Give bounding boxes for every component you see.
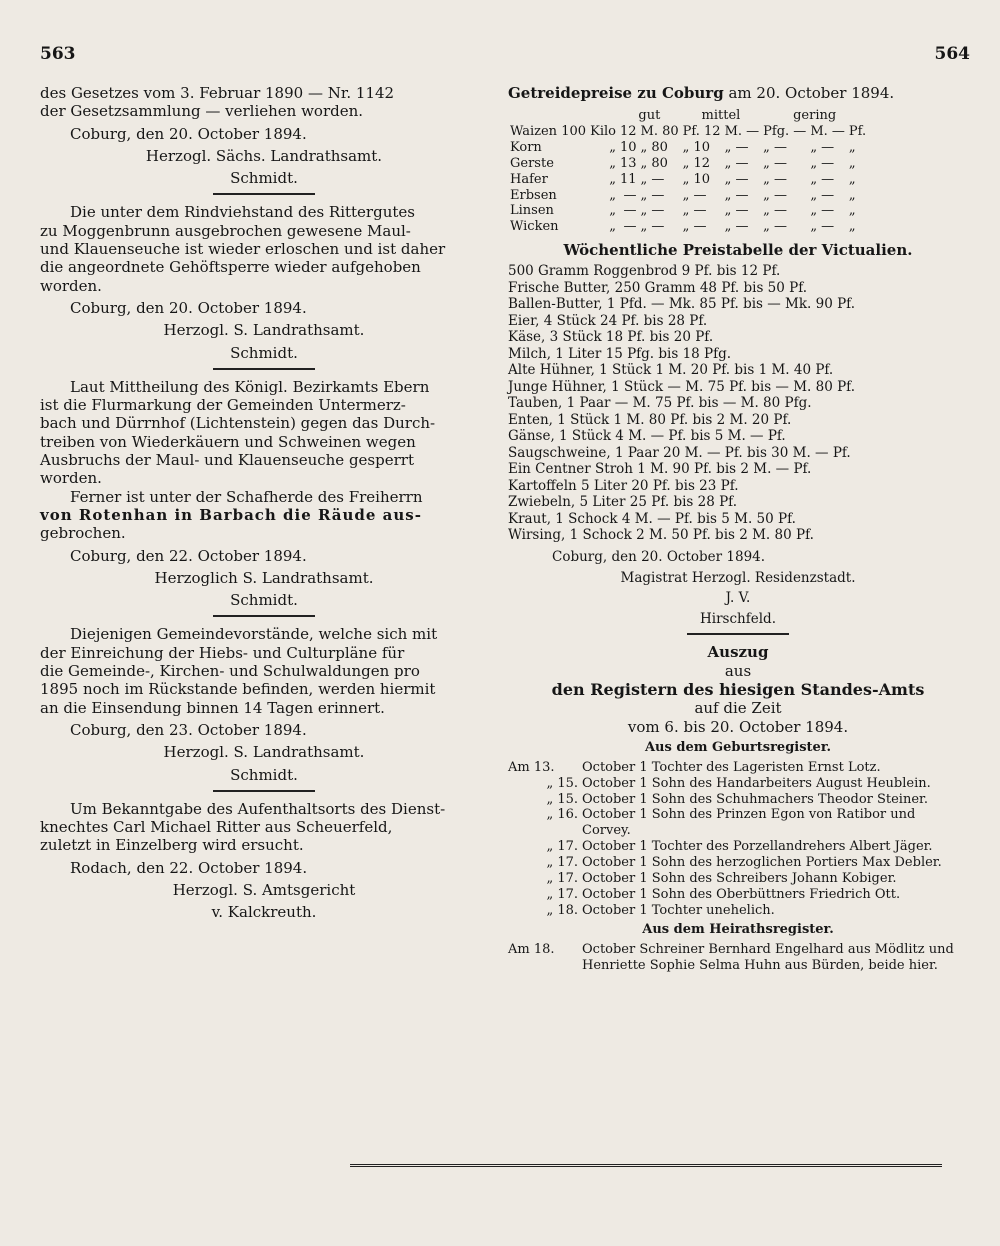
table-cell: Wicken [510,219,559,235]
list-item: Kraut, 1 Schock 4 M. — Pf. bis 5 M. 50 Pf. [508,510,796,527]
list-item: Eier, 4 Stück 24 Pf. bis 28 Pf. [508,312,708,329]
notice-3 [40,378,488,610]
text-line: Diejenigen Gemeindevorstände, welche sich mit [70,625,438,644]
table-row [508,140,868,156]
page-number-right: 564 [934,44,970,64]
text-line: Laut Mittheilung des Königl. Bezirkamts Ebern [70,377,430,396]
notice-office: Herzogl. S. Landrathsamt. [163,321,365,340]
table-cell: „ [848,203,856,219]
extract-period-label: auf die Zeit [694,699,782,718]
table-cell: Pf. [848,124,867,140]
notice-date: Rodach, den 22. October 1894. [70,858,308,877]
table-cell: „ — [724,203,749,219]
text-line: zu Moggenbrunn ausgebrochen gewesene Maul- [40,221,411,240]
text-line: die Gemeinde-, Kirchen- und Schulwaldungen pro [40,662,420,681]
table-cell: Waizen 100 Kilo [510,124,616,140]
table-cell: „ [848,140,856,156]
list-item: Zwiebeln, 5 Liter 25 Pf. bis 28 Pf. [508,494,737,511]
text-line: von Rotenhan in Barbach die Räude aus- [40,505,422,524]
grain-price-table [508,108,868,235]
text-line: worden. [40,276,102,295]
table-cell: Hafer [510,171,548,187]
table-cell: — [623,203,637,219]
list-item: Käse, 3 Stück 18 Pf. bis 20 Pf. [508,329,714,346]
list-item: „ 15. October 1 Sohn des Handarbeiters August Heublein. [546,775,931,791]
list-item: „ 17. October 1 Sohn des Schreibers Johann Kobiger. [546,870,897,886]
notice-office: Herzogl. Sächs. Landrathsamt. [145,146,383,165]
notice-4 [40,625,488,783]
list-item: Ballen-Butter, 1 Pfd. — Mk. 85 Pf. bis — Mk. 90 Pf. [508,296,855,313]
notice-signature: Schmidt. [230,765,298,784]
text-line: Ausbruchs der Maul- und Klauenseuche gesperrt [40,451,414,470]
column-header: gut [638,108,661,124]
births-heading: Aus dem Geburtsregister. [644,740,832,756]
table-cell: 13 [620,155,637,171]
notice-1 [40,84,488,187]
table-cell: Erbsen [510,187,557,203]
marriages-heading: Aus dem Heirathsregister. [642,922,834,938]
table-cell: „ — [763,187,788,203]
table-cell: „ — [724,219,749,235]
table-row [508,203,868,219]
grain-prices-heading [508,84,968,102]
table-row [508,172,868,188]
notice-proxy: J. V. [725,590,751,607]
right-column [508,84,968,974]
notice-signature: Schmidt. [230,591,298,610]
table-cell: „ [848,155,856,171]
table-cell: M. 80 [640,124,679,140]
table-cell: „ — [724,155,749,171]
list-item: Am 13. October 1 Tochter des Lageristen Ernst Lotz. [508,759,881,775]
list-item: Milch, 1 Liter 15 Pfg. bis 18 Pfg. [508,345,732,362]
text-line: treiben von Wiederkäuern und Schweinen wegen [40,432,416,451]
table-cell: 12 [620,124,637,140]
text-line: 1895 noch im Rückstande befinden, werden hiermit [40,680,436,699]
table-row [508,188,868,204]
table-cell: Korn [510,140,542,156]
table-cell: „ — [810,140,835,156]
notice-office: Herzogl. S. Amtsgericht [172,880,356,899]
text-line: gebrochen. [40,524,126,543]
divider [213,193,315,195]
notice-office: Herzogl. S. Landrathsamt. [163,743,365,762]
closing-double-rule [350,1164,942,1167]
list-item: „ 17. October 1 Tochter des Porzellandrehers Albert Jäger. [546,839,933,855]
divider [687,633,789,635]
table-cell: „ — [724,140,749,156]
table-cell: „ — [810,171,835,187]
list-item: Alte Hühner, 1 Stück 1 M. 20 Pf. bis 1 M. 40 Pf. [508,362,834,379]
text-line: der Gesetzsammlung — verliehen worden. [40,102,364,121]
notice-5 [40,800,488,922]
victual-table-title: Wöchentliche Preistabelle der Victualien. [563,241,913,260]
table-cell: „ — [640,171,665,187]
table-cell: „ — [640,219,665,235]
table-cell: „ — [763,171,788,187]
table-cell: Gerste [510,155,554,171]
table-cell: „ [848,171,856,187]
grain-prices-date: am 20. October 1894. [728,84,895,102]
divider [213,368,315,370]
table-row [508,156,868,172]
text-line: des Gesetzes vom 3. Februar 1890 — Nr. 1142 [40,84,395,102]
list-item: 500 Gramm Roggenbrod 9 Pf. bis 12 Pf. [508,263,781,280]
notice-date: Coburg, den 20. October 1894. [552,549,766,566]
table-cell: „ 10 [682,140,711,156]
table-cell: „ — [640,187,665,203]
ditto-mark: „ [609,140,616,156]
ditto-mark: „ [609,187,616,203]
notice-signature: Schmidt. [230,343,298,362]
page-number-left: 563 [40,44,76,64]
text-line: worden. [40,469,102,488]
extract-period: vom 6. bis 20. October 1894. [627,717,849,736]
table-cell: „ — [682,187,707,203]
table-cell: M. — [724,124,760,140]
list-item: „ 15. October 1 Sohn des Schuhmachers Theodor Steiner. [546,791,928,807]
extract-from: aus [724,661,752,680]
list-item: „ 17. October 1 Sohn des herzoglichen Portiers Max Debler. [546,855,942,871]
table-cell: „ — [724,187,749,203]
text-line: Ferner ist unter der Schafherde des Freiherrn [70,487,423,506]
text-line: ist die Flurmarkung der Gemeinden Untermerz- [40,396,406,415]
notice-2 [40,203,488,361]
ditto-mark: „ [609,171,616,187]
notice-date: Coburg, den 20. October 1894. [70,124,307,143]
list-item: „ 17. October 1 Sohn des Oberbüttners Friedrich Ott. [546,886,901,902]
table-row [508,124,868,140]
notice-signature: Schmidt. [230,169,298,188]
table-cell: Pf. 12 [682,124,721,140]
table-cell: „ — [763,203,788,219]
births-list [508,760,968,919]
list-item: Kartoffeln 5 Liter 20 Pf. bis 23 Pf. [508,477,739,494]
text-line: die angeordnete Gehöftsperre wieder aufgehoben [40,258,421,277]
table-cell: „ 10 [682,171,711,187]
column-header: mittel [701,108,741,124]
list-item: „ 18. October 1 Tochter unehelich. [546,902,775,918]
list-item: Junge Hühner, 1 Stück — M. 75 Pf. bis — M. 80 Pf. [508,378,855,395]
text-line: Die unter dem Rindviehstand des Rittergutes [70,203,415,222]
table-cell: „ 80 [640,155,668,171]
text-line: und Klauenseuche ist wieder erloschen und ist daher [40,240,446,259]
table-cell: Linsen [510,203,554,219]
ditto-mark: „ [609,155,616,171]
table-cell: „ 12 [682,155,711,171]
table-cell: „ — [763,219,788,235]
victual-price-list [508,263,968,543]
list-item: Gänse, 1 Stück 4 M. — Pf. bis 5 M. — Pf. [508,428,786,445]
table-cell: M. — [810,124,845,140]
table-cell: „ — [640,203,665,219]
notice-date: Coburg, den 22. October 1894. [70,546,307,565]
notice-date: Coburg, den 20. October 1894. [70,298,307,317]
table-cell: „ 80 [640,140,668,156]
list-item: Frische Butter, 250 Gramm 48 Pf. bis 50 Pf. [508,279,808,296]
table-cell: „ — [682,219,707,235]
extract-title: Auszug [707,643,769,662]
table-cell: „ — [724,171,749,187]
notice-office: Magistrat Herzogl. Residenzstadt. [620,569,856,586]
table-cell: — [623,187,637,203]
divider [213,790,315,792]
table-cell: 10 [620,140,637,156]
ditto-mark: „ [609,219,616,235]
table-cell: Pfg. — [763,124,807,140]
list-item: Wirsing, 1 Schock 2 M. 50 Pf. bis 2 M. 80 Pf. [508,526,814,543]
ditto-mark: „ [609,203,616,219]
table-cell: „ — [763,140,788,156]
list-item: Enten, 1 Stück 1 M. 80 Pf. bis 2 M. 20 Pf. [508,411,792,428]
grain-prices-title: Getreidepreise zu Coburg [508,84,724,102]
text-line: zuletzt in Einzelberg wird ersucht. [40,836,304,855]
extract-registers: den Registern des hiesigen Standes-Amts [551,679,925,699]
table-cell: „ — [763,155,788,171]
text-line: knechtes Carl Michael Ritter aus Scheuerfeld, [40,818,393,837]
table-cell: „ — [682,203,707,219]
table-cell: „ — [810,187,835,203]
left-column [40,84,488,922]
table-cell: 11 [620,171,637,187]
list-item: „ 16. October 1 Sohn des Prinzen Egon von Ratibor und Corvey. [546,807,916,839]
table-row [508,219,868,235]
text-line: der Einreichung der Hiebs- und Culturpläne für [40,643,405,662]
list-item: Ein Centner Stroh 1 M. 90 Pf. bis 2 M. — Pf. [508,461,812,478]
notice-office: Herzoglich S. Landrathsamt. [154,568,374,587]
table-header-row [508,108,868,124]
text-line: bach und Dürrnhof (Lichtenstein) gegen das Durch- [40,414,436,433]
notice-signature: Hirschfeld. [700,610,776,627]
table-cell: — [623,219,637,235]
table-cell: „ [848,187,856,203]
text-line: Um Bekanntgabe des Aufenthaltsorts des Dienst- [70,799,446,818]
column-header: gering [793,108,837,124]
list-item: Am 18. October Schreiner Bernhard Engelhard aus Mödlitz und Henriette Sophie Selma Huhn aus Bürden, beide hier. [508,942,954,974]
divider [213,615,315,617]
table-cell: „ [848,219,856,235]
notice-date: Coburg, den 23. October 1894. [70,720,307,739]
register-extract [508,643,968,974]
table-cell: „ — [810,219,835,235]
text-line: an die Einsendung binnen 14 Tagen erinnert. [40,698,385,717]
table-cell: „ — [810,203,835,219]
table-cell: „ — [810,155,835,171]
list-item: Tauben, 1 Paar — M. 75 Pf. bis — M. 80 Pfg. [508,395,812,412]
notice-signature: v. Kalckreuth. [211,903,317,922]
list-item: Saugschweine, 1 Paar 20 M. — Pf. bis 30 M. — Pf. [508,444,851,461]
